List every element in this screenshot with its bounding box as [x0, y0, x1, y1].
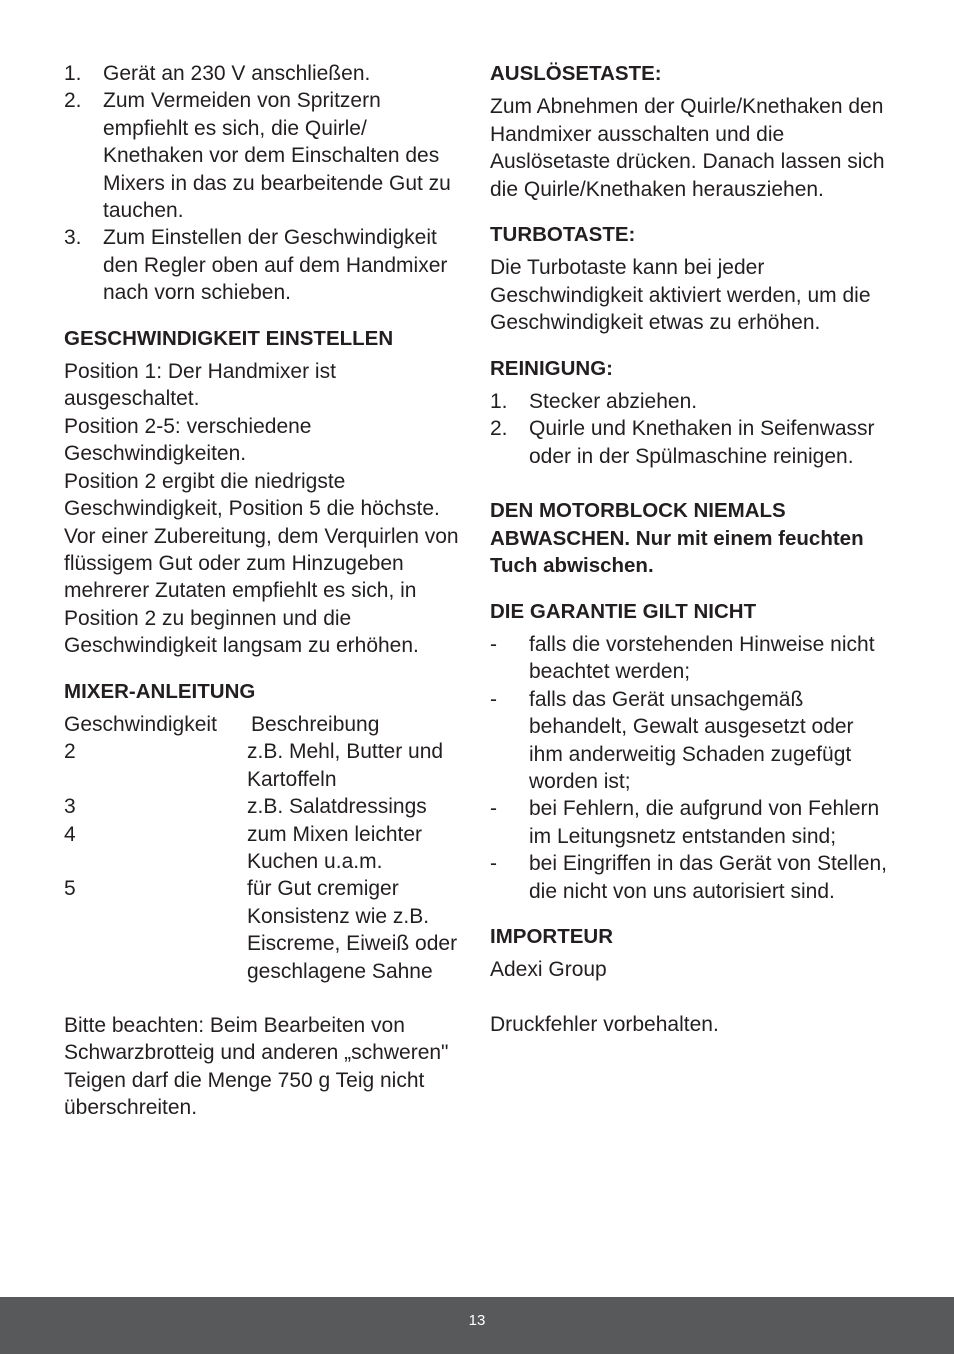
release-heading: AUSLÖSETASTE:: [490, 62, 662, 85]
table-row: 4 zum Mixen leichter Kuchen u.a.m.: [64, 822, 423, 873]
list-item: - falls die vorstehenden Hinweise nicht beachtet werden;: [490, 632, 875, 684]
table-row: 5 für Gut cremiger Konsistenz wie z.B. Eiscreme, Eiweiß oder geschlagene Sahne: [64, 877, 458, 983]
dough-note: Bitte beachten: Beim Bearbeiten von Schwarzbrotteig und anderen „schweren" Teigen darf die Menge 750 g Teig nicht überschreiten.: [64, 1014, 449, 1120]
list-item: 2. Zum Vermeiden von Spritzern empfiehlt es sich, die Quirle/ Knethaken vor dem Einschalten des Mixers in das zu bearbeitende Gut zu tauchen.: [64, 89, 451, 223]
column-header-description: Beschreibung: [251, 712, 380, 736]
speed-line: Position 2 ergibt die niedrigste Geschwindigkeit, Position 5 die höchste.: [64, 469, 440, 521]
page-number: 13: [468, 1312, 486, 1329]
motor-warning: DEN MOTORBLOCK NIEMALS ABWASCHEN. Nur mit einem feuchten Tuch abwischen.: [490, 499, 864, 578]
mixer-table-header: [64, 711, 464, 738]
table-row: 2 z.B. Mehl, Butter und Kartoffeln: [64, 740, 444, 791]
cleaning-heading: REINIGUNG:: [490, 356, 613, 380]
mixer-heading: MIXER-ANLEITUNG: [64, 679, 256, 703]
column-header-speed: Geschwindigkeit: [64, 712, 217, 736]
right-column: [490, 60, 890, 1038]
table-row: 3 z.B. Salatdressings: [64, 795, 427, 819]
speed-heading: GESCHWINDIGKEIT EINSTELLEN: [64, 326, 394, 350]
turbo-text: Die Turbotaste kann bei jeder Geschwindigkeit aktiviert werden, um die Geschwindigkeit etwas zu erhöhen.: [490, 256, 871, 335]
print-disclaimer: Druckfehler vorbehalten.: [490, 1012, 719, 1036]
left-column: [64, 60, 464, 1122]
speed-line: Position 2-5: verschiedene Geschwindigkeiten.: [64, 414, 312, 466]
list-item: 3. Zum Einstellen der Geschwindigkeit den Regler oben auf dem Handmixer nach vorn schieben.: [64, 226, 448, 305]
list-item: - falls das Gerät unsachgemäß behandelt, Gewalt ausgesetzt oder ihm anderweitig Schaden zugefügt worden ist;: [490, 687, 854, 793]
footer-bar: [0, 1297, 954, 1354]
list-item: - bei Eingriffen in das Gerät von Stellen, die nicht von uns autorisiert sind.: [490, 852, 887, 903]
importer-heading: IMPORTEUR: [490, 924, 613, 948]
cleaning-steps-list: [490, 388, 890, 470]
warranty-heading: DIE GARANTIE GILT NICHT: [490, 599, 757, 623]
warranty-list: [490, 631, 890, 905]
importer-name: Adexi Group: [490, 958, 607, 982]
speed-line: Position 1: Der Handmixer ist ausgeschaltet.: [64, 360, 336, 411]
list-item: - bei Fehlern, die aufgrund von Fehlern im Leitungsnetz entstanden sind;: [490, 797, 880, 848]
list-item: 1. Gerät an 230 V anschließen.: [64, 62, 371, 85]
list-item: 1. Stecker abziehen.: [490, 390, 698, 414]
list-item: 2. Quirle und Knethaken in Seifenwassr oder in der Spülmaschine reinigen.: [490, 417, 875, 468]
speed-line: Vor einer Zubereitung, dem Verquirlen von flüssigem Gut oder zum Hinzugeben mehrerer Zutaten empfiehlt es sich, in Position 2 zu beginnen und die Geschwindigkeit langsam zu erhöhen.: [64, 524, 459, 658]
setup-steps-list: [64, 60, 464, 307]
release-text: Zum Abnehmen der Quirle/Knethaken den Handmixer ausschalten und die Auslösetaste drücken. Danach lassen sich die Quirle/Knethaken herausziehen.: [490, 95, 885, 201]
turbo-heading: TURBOTASTE:: [490, 223, 636, 247]
